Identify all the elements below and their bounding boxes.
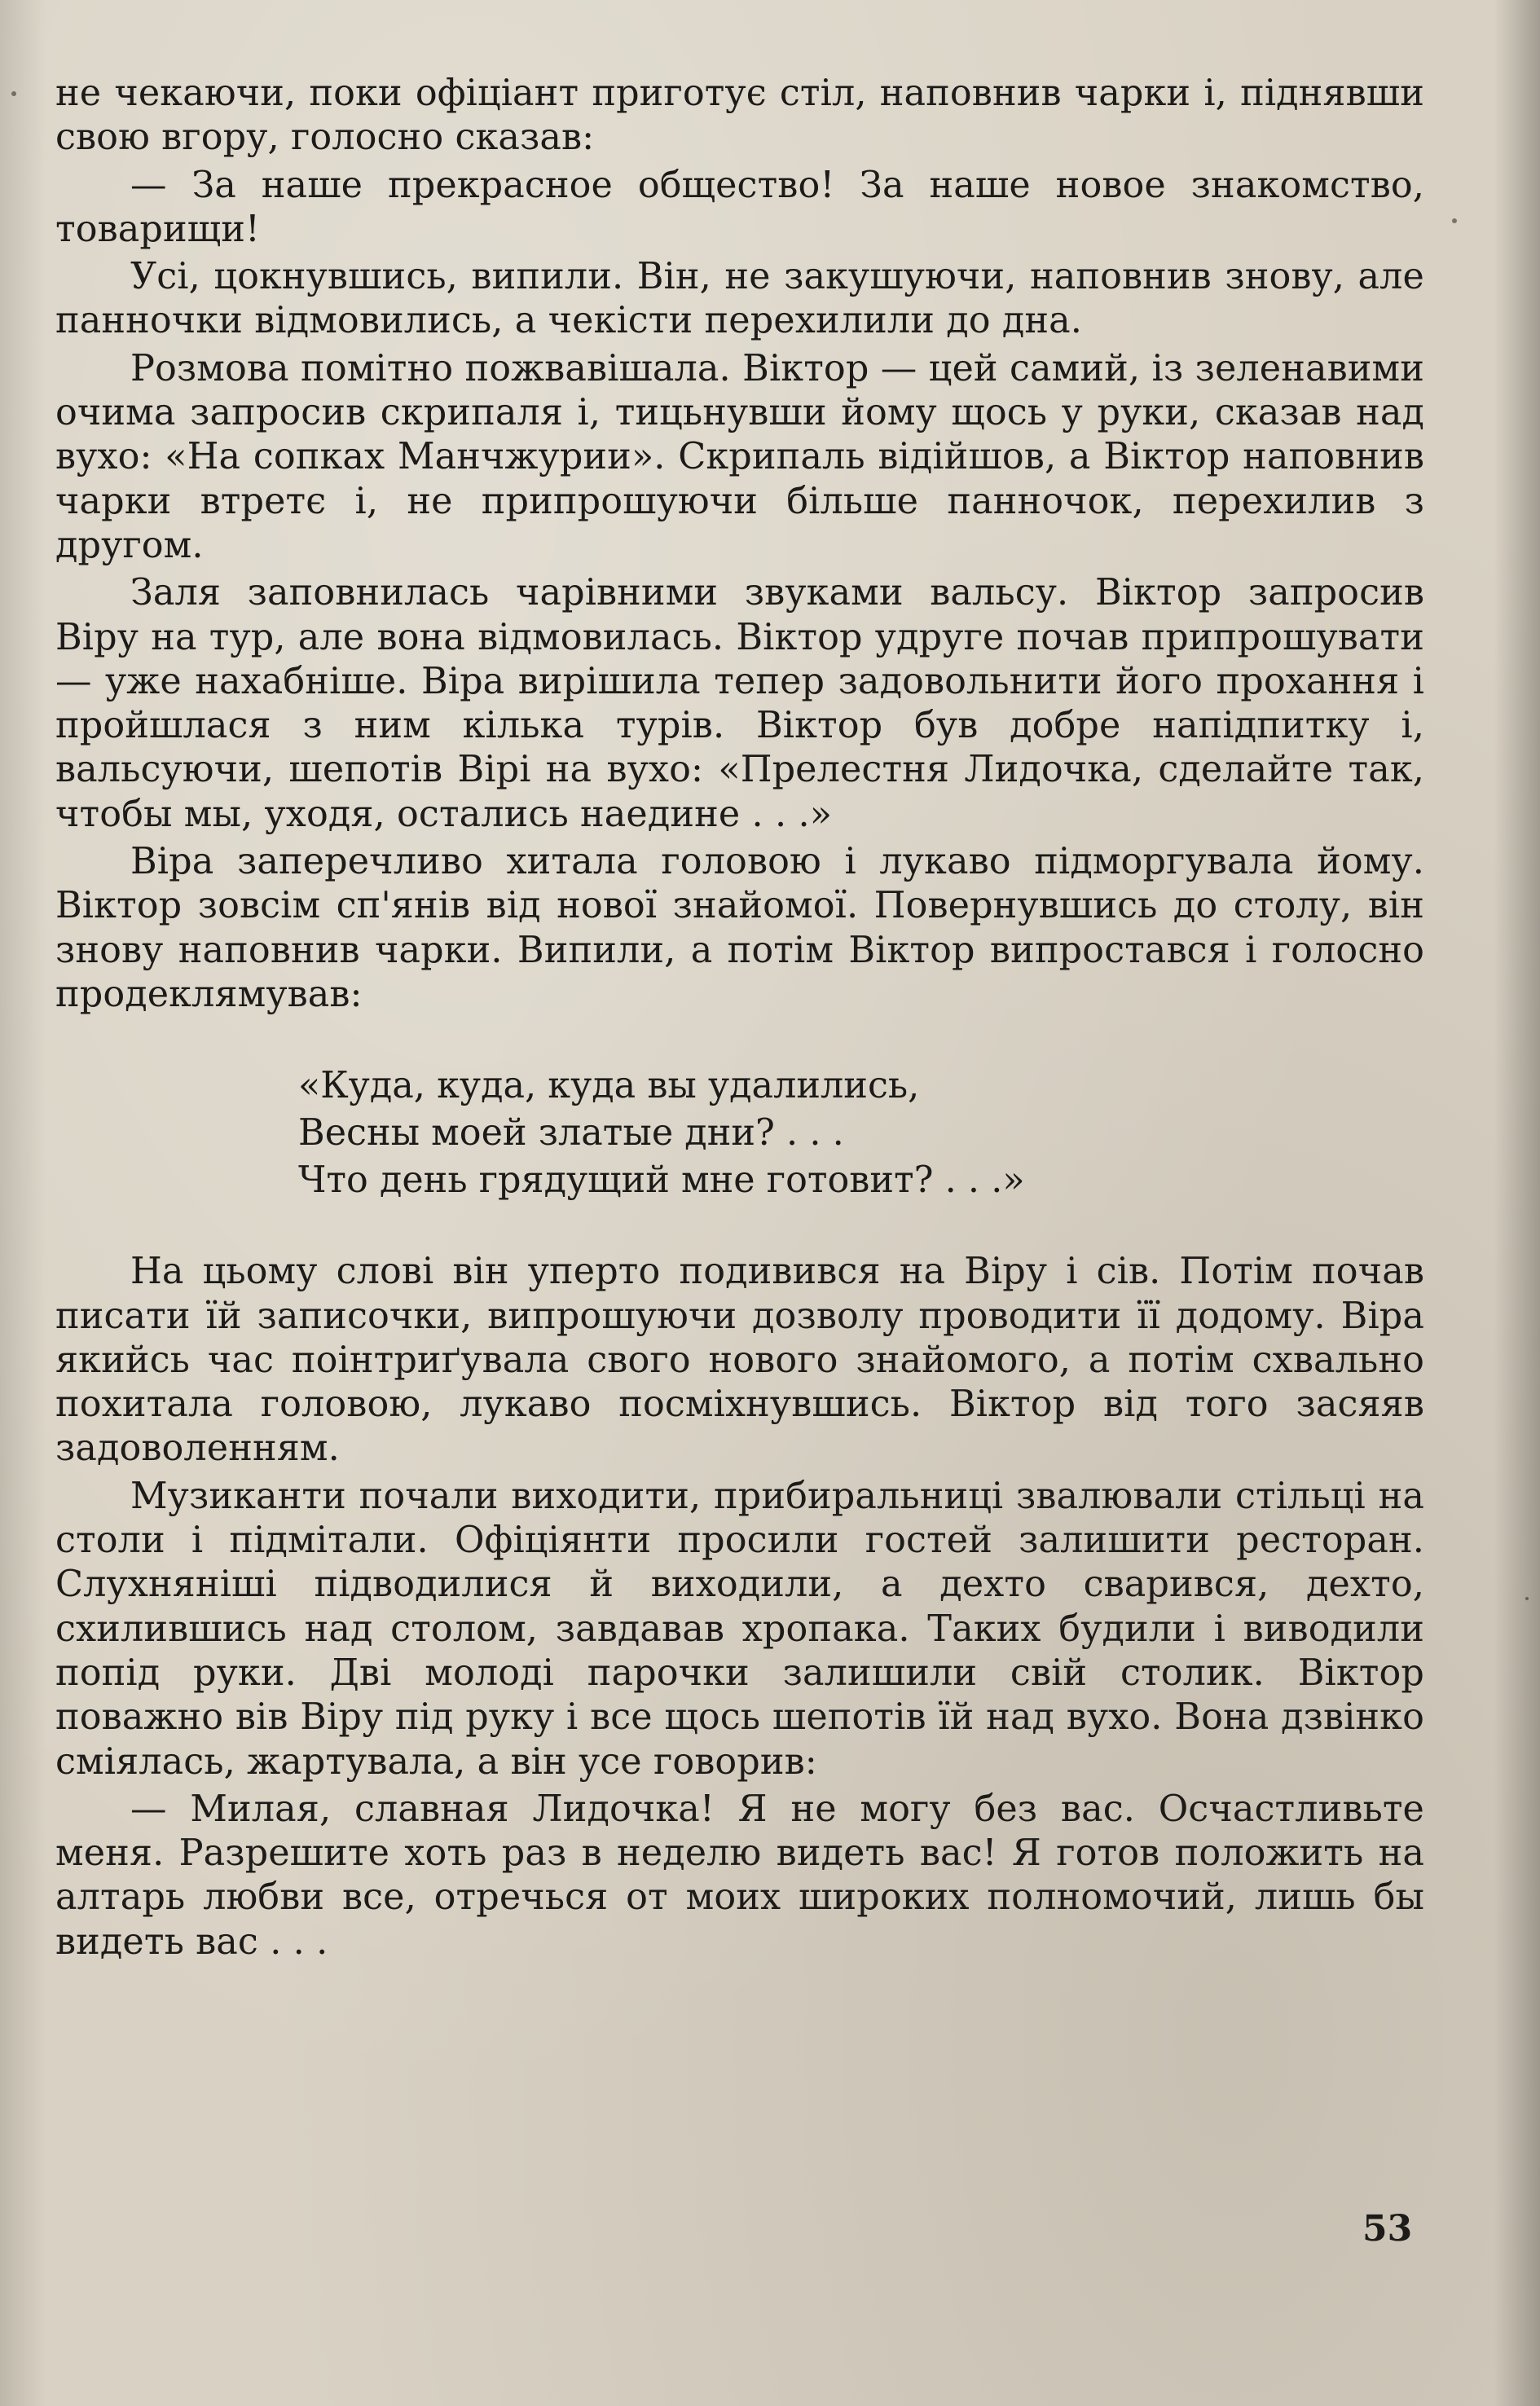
paragraph-8: Музиканти почали виходити, прибиральниці звалювали стільці на столи і підмітали. Офіціянти просили гостей залишити ресторан. Слухняніші підводилися й виходили, а дехто сварився, дехто, схилившись над столом, завдавав хропака. Таких будили і виводили попід руки. Дві молоді парочки залишили свій столик. Віктор поважно вів Віру під руку і все щось шепотів їй над вухо. Вона дзвінко сміялась, жартувала, а він усе говорив: [55, 1475, 1424, 1783]
poem-line-1: «Куда, куда, куда вы удалились, [298, 1065, 920, 1107]
paragraph-7: На цьому слові він уперто подивився на Віру і сів. Потім почав писати їй записочки, випрошуючи дозволу проводити її додому. Віра якийсь час поінтриґувала свого нового знайомого, а потім схвально похитала головою, лукаво посміхнувшись. Віктор від того засяяв задоволенням. [55, 1251, 1424, 1470]
poem-line-3: Что день грядущий мне готовит? . . .» [298, 1159, 1025, 1202]
paragraph-5: Заля заповнилась чарівними звуками вальсу. Віктор запросив Віру на тур, але вона відмовилась. Віктор удруге почав припрошувати — уже нахабніше. Віра вирішила тепер задовольнити його прохання і пройшлася з ним кілька турів. Віктор був добре напідпитку і, вальсуючи, шепотів Вірі на вухо: «Прелестня Лидочка, сделайте так, чтобы мы, уходя, остались наедине . . .» [55, 572, 1424, 835]
paragraph-2: — За наше прекрасное общество! За наше новое знакомство, товарищи! [55, 164, 1424, 250]
paragraph-4: Розмова помітно пожвавішала. Віктор — цей самий, із зеленавими очима запросив скрипаля і, тицьнувши йому щось у руки, сказав над вухо: «На сопках Манчжурии». Скрипаль відійшов, а Віктор наповнив чарки втретє і, не припрошуючи більше панночок, перехилив з другом. [55, 347, 1424, 566]
poem-quote [298, 1062, 1424, 1204]
paragraph-6: Віра заперечливо хитала головою і лукаво підморгувала йому. Віктор зовсім сп'янів від нової знайомої. Повернувшись до столу, він знову наповнив чарки. Випили, а потім Віктор випростався і голосно продеклямував: [55, 841, 1424, 1015]
page-number: 53 [1362, 2208, 1413, 2250]
paragraph-3: Усі, цокнувшись, випили. Він, не закушуючи, наповнив знову, але панночки відмовились, а чекісти перехилили до дна. [55, 256, 1424, 342]
paper-speck [1525, 1597, 1529, 1600]
paragraph-1: не чекаючи, поки офіціант приготує стіл, наповнив чарки і, піднявши свою вгору, голосно сказав: [55, 73, 1424, 159]
book-page-text [55, 72, 1424, 1968]
paragraph-9: — Милая, славная Лидочка! Я не могу без вас. Осчастливьте меня. Разрешите хоть раз в неделю видеть вас! Я готов положить на алтарь любви все, отречься от моих широких полномочий, лишь бы видеть вас . . . [55, 1788, 1424, 1963]
paper-speck [11, 91, 16, 96]
paper-speck [1452, 218, 1457, 223]
poem-line-2: Весны моей златые дни? . . . [298, 1112, 844, 1155]
